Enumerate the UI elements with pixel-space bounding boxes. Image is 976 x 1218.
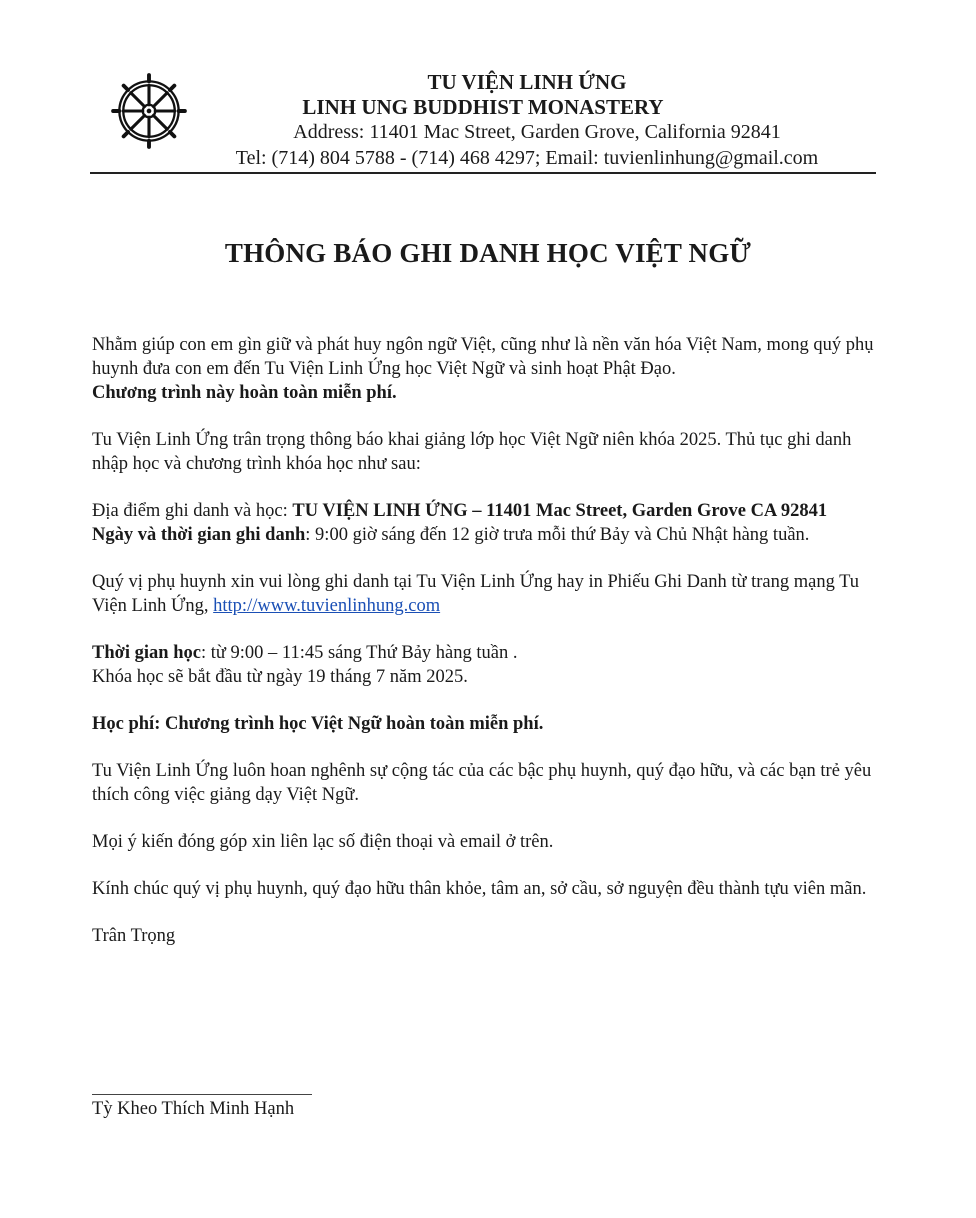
closing: Trân Trọng	[92, 926, 176, 946]
class-schedule	[92, 641, 882, 689]
intro-paragraph	[92, 333, 882, 405]
monastery-contact: Tel: (714) 804 5788 - (714) 468 4297; Email: tuvienlinhung@gmail.com	[235, 147, 819, 169]
monastery-name-english: LINH UNG BUDDHIST MONASTERY	[302, 95, 664, 119]
signature-block	[92, 1094, 312, 1120]
registration-time-label: Ngày và thời gian ghi danh	[92, 525, 306, 545]
registration-details	[92, 499, 882, 547]
letterhead-divider	[90, 172, 876, 174]
tuition-notice: Học phí: Chương trình học Việt Ngữ hoàn toàn miễn phí.	[92, 714, 544, 734]
registration-instructions-text: Quý vị phụ huynh xin vui lòng ghi danh tại Tu Viện Linh Ứng hay in Phiếu Ghi Danh từ trang mạng Tu Viện Linh Ứng,	[92, 572, 860, 616]
wishes-paragraph: Kính chúc quý vị phụ huynh, quý đạo hữu thân khỏe, tâm an, sở cầu, sở nguyện đều thành tựu viên mãn.	[92, 879, 867, 899]
location-label: Địa điểm ghi danh và học:	[92, 501, 293, 521]
monastery-name-vietnamese: TU VIỆN LINH ỨNG	[427, 70, 627, 94]
document-title: THÔNG BÁO GHI DANH HỌC VIỆT NGỮ	[224, 238, 752, 268]
monastery-address: Address: 11401 Mac Street, Garden Grove, California 92841	[293, 121, 781, 143]
signatory-name: Tỳ Kheo Thích Minh Hạnh	[92, 1099, 295, 1119]
registration-instructions	[92, 570, 882, 618]
class-time-label: Thời gian học	[92, 643, 201, 663]
website-link[interactable]: http://www.tuvienlinhung.com	[213, 596, 441, 616]
class-time-value: : từ 9:00 – 11:45 sáng Thứ Bảy hàng tuần .	[200, 643, 518, 663]
location-value: TU VIỆN LINH ỨNG – 11401 Mac Street, Garden Grove CA 92841	[292, 501, 828, 521]
intro-text: Nhằm giúp con em gìn giữ và phát huy ngôn ngữ Việt, cũng như là nền văn hóa Việt Nam, mong quý phụ huynh đưa con em đến Tu Viện Linh Ứng học Việt Ngữ và sinh hoạt Phật Đạo.	[92, 335, 874, 379]
document-body	[92, 333, 882, 971]
course-start-date: Khóa học sẽ bắt đầu từ ngày 19 tháng 7 năm 2025.	[92, 667, 468, 687]
signature-line	[92, 1094, 312, 1095]
free-program-notice: Chương trình này hoàn toàn miễn phí.	[92, 383, 397, 403]
letterhead	[90, 66, 876, 174]
contact-paragraph: Mọi ý kiến đóng góp xin liên lạc số điện thoại và email ở trên.	[92, 832, 554, 852]
registration-time-value: : 9:00 giờ sáng đến 12 giờ trưa mỗi thứ Bảy và Chủ Nhật hàng tuần.	[305, 525, 810, 545]
announcement-paragraph: Tu Viện Linh Ứng trân trọng thông báo khai giảng lớp học Việt Ngữ niên khóa 2025. Thủ tục ghi danh nhập học và chương trình khóa học như sau:	[92, 430, 852, 474]
welcome-paragraph: Tu Viện Linh Ứng luôn hoan nghênh sự cộng tác của các bậc phụ huynh, quý đạo hữu, và các bạn trẻ yêu thích công việc giảng dạy Việt Ngữ.	[92, 761, 872, 805]
